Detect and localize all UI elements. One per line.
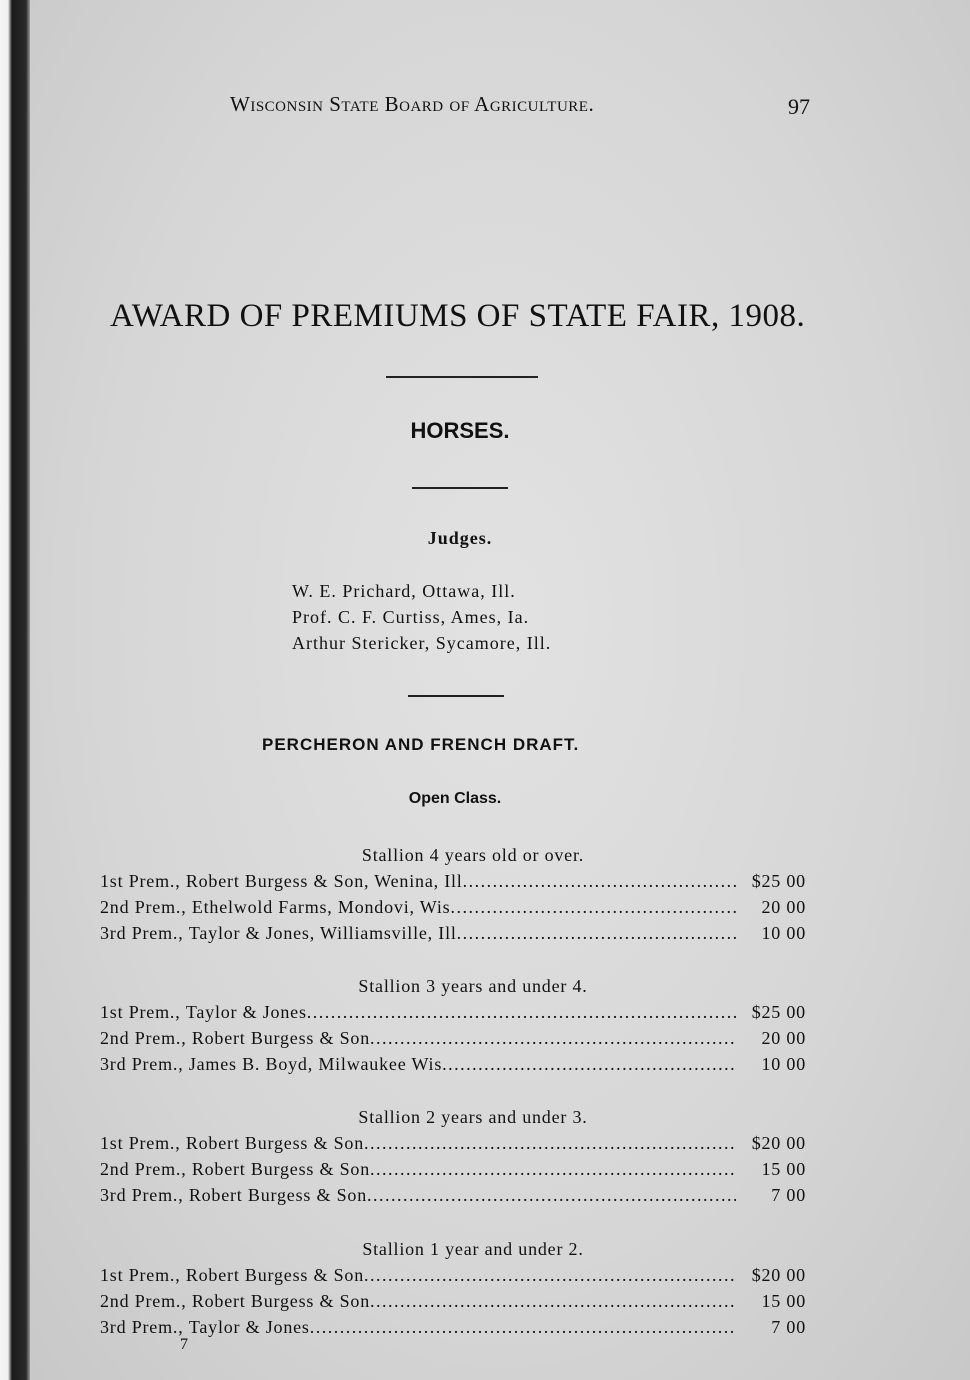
judge-name: Prof. C. F. Curtiss, Ames, Ia. [292,607,530,627]
exhibitor-name: Robert Burgess & Son, Wenina, Ill [185,871,463,891]
breed-title: PERCHERON AND FRENCH DRAFT. [262,735,580,754]
page-number: 97 [788,94,810,119]
award-entry [100,894,806,920]
premium-amount: 10 00 [761,1054,806,1074]
premium-amount: 7 00 [771,1185,806,1205]
judge-name: W. E. Prichard, Ottawa, Ill. [292,581,516,601]
award-entry [100,1182,806,1208]
exhibitor-name: Robert Burgess & Son [185,1133,365,1153]
premium-rank: 1st Prem., [100,1133,181,1153]
book-binding-edge [0,0,30,1380]
leader-dots [307,999,736,1025]
award-entry [100,1156,806,1182]
premium-amount: 10 00 [761,923,806,943]
award-entry [100,1262,806,1288]
exhibitor-name: Robert Burgess & Son [191,1159,370,1179]
award-entry [100,920,806,946]
premium-amount: $20 00 [751,1265,806,1285]
leader-dots [364,1262,736,1288]
exhibitor-name: Taylor & Jones, Williamsville, Ill [188,923,457,943]
premium-amount: 7 00 [771,1317,806,1337]
leader-dots [310,1314,736,1340]
leader-dots [364,1130,736,1156]
premium-amount: $25 00 [751,871,806,891]
exhibitor-name: Taylor & Jones [185,1002,307,1022]
award-entry [100,868,806,894]
premium-rank: 1st Prem., [100,1002,181,1022]
leader-dots [457,920,736,946]
award-entry [100,1130,806,1156]
judge-name: Arthur Stericker, Sycamore, Ill. [292,633,552,653]
premium-rank: 1st Prem., [100,871,181,891]
group-title: Stallion 1 year and under 2. [362,1239,584,1259]
group-title: Stallion 4 years old or over. [361,845,585,865]
leader-dots [450,894,736,920]
award-entry [100,1288,806,1314]
exhibitor-name: Robert Burgess & Son [188,1185,367,1205]
running-head: Wisconsin State Board of Agriculture. [230,92,595,116]
premium-rank: 3rd Prem., [100,1054,184,1074]
section-title: HORSES. [410,418,510,443]
page-title: AWARD OF PREMIUMS OF STATE FAIR, 1908. [110,298,806,334]
exhibitor-name: James B. Boyd, Milwaukee Wis [188,1054,443,1074]
premium-amount: 20 00 [761,897,806,917]
premium-amount: 20 00 [761,1028,806,1048]
premium-rank: 2nd Prem., [100,1291,187,1311]
leader-dots [367,1182,736,1208]
premium-amount: 15 00 [761,1291,806,1311]
leader-dots [370,1156,736,1182]
group-title: Stallion 3 years and under 4. [358,976,588,996]
exhibitor-name: Robert Burgess & Son [185,1265,365,1285]
award-entry [100,999,806,1025]
exhibitor-name: Ethelwold Farms, Mondovi, Wis [191,897,451,917]
premium-rank: 2nd Prem., [100,897,187,917]
exhibitor-name: Robert Burgess & Son [191,1291,370,1311]
divider-rule [412,487,508,489]
premium-rank: 3rd Prem., [100,923,184,943]
document-page [30,0,970,1380]
premium-rank: 3rd Prem., [100,1317,184,1337]
group-title: Stallion 2 years and under 3. [358,1107,588,1127]
award-group [100,1236,806,1340]
judges-list [292,578,551,656]
exhibitor-name: Taylor & Jones [188,1317,310,1337]
divider-rule [386,376,538,378]
signature-mark: 7 [180,1336,188,1353]
premium-amount: $25 00 [751,1002,806,1022]
premium-rank: 3rd Prem., [100,1185,184,1205]
divider-rule [408,695,504,697]
judges-heading: Judges. [427,528,493,548]
leader-dots [463,868,736,894]
leader-dots [370,1025,736,1051]
premium-amount: 15 00 [761,1159,806,1179]
premium-rank: 2nd Prem., [100,1028,187,1048]
award-group [100,973,806,1077]
premium-rank: 1st Prem., [100,1265,181,1285]
award-entry [100,1314,806,1340]
award-group [100,1104,806,1208]
premium-amount: $20 00 [751,1133,806,1153]
class-title: Open Class. [408,790,502,807]
premium-rank: 2nd Prem., [100,1159,187,1179]
award-entry [100,1051,806,1077]
award-entry [100,1025,806,1051]
exhibitor-name: Robert Burgess & Son [191,1028,370,1048]
leader-dots [370,1288,736,1314]
leader-dots [442,1051,736,1077]
award-group [100,842,806,946]
